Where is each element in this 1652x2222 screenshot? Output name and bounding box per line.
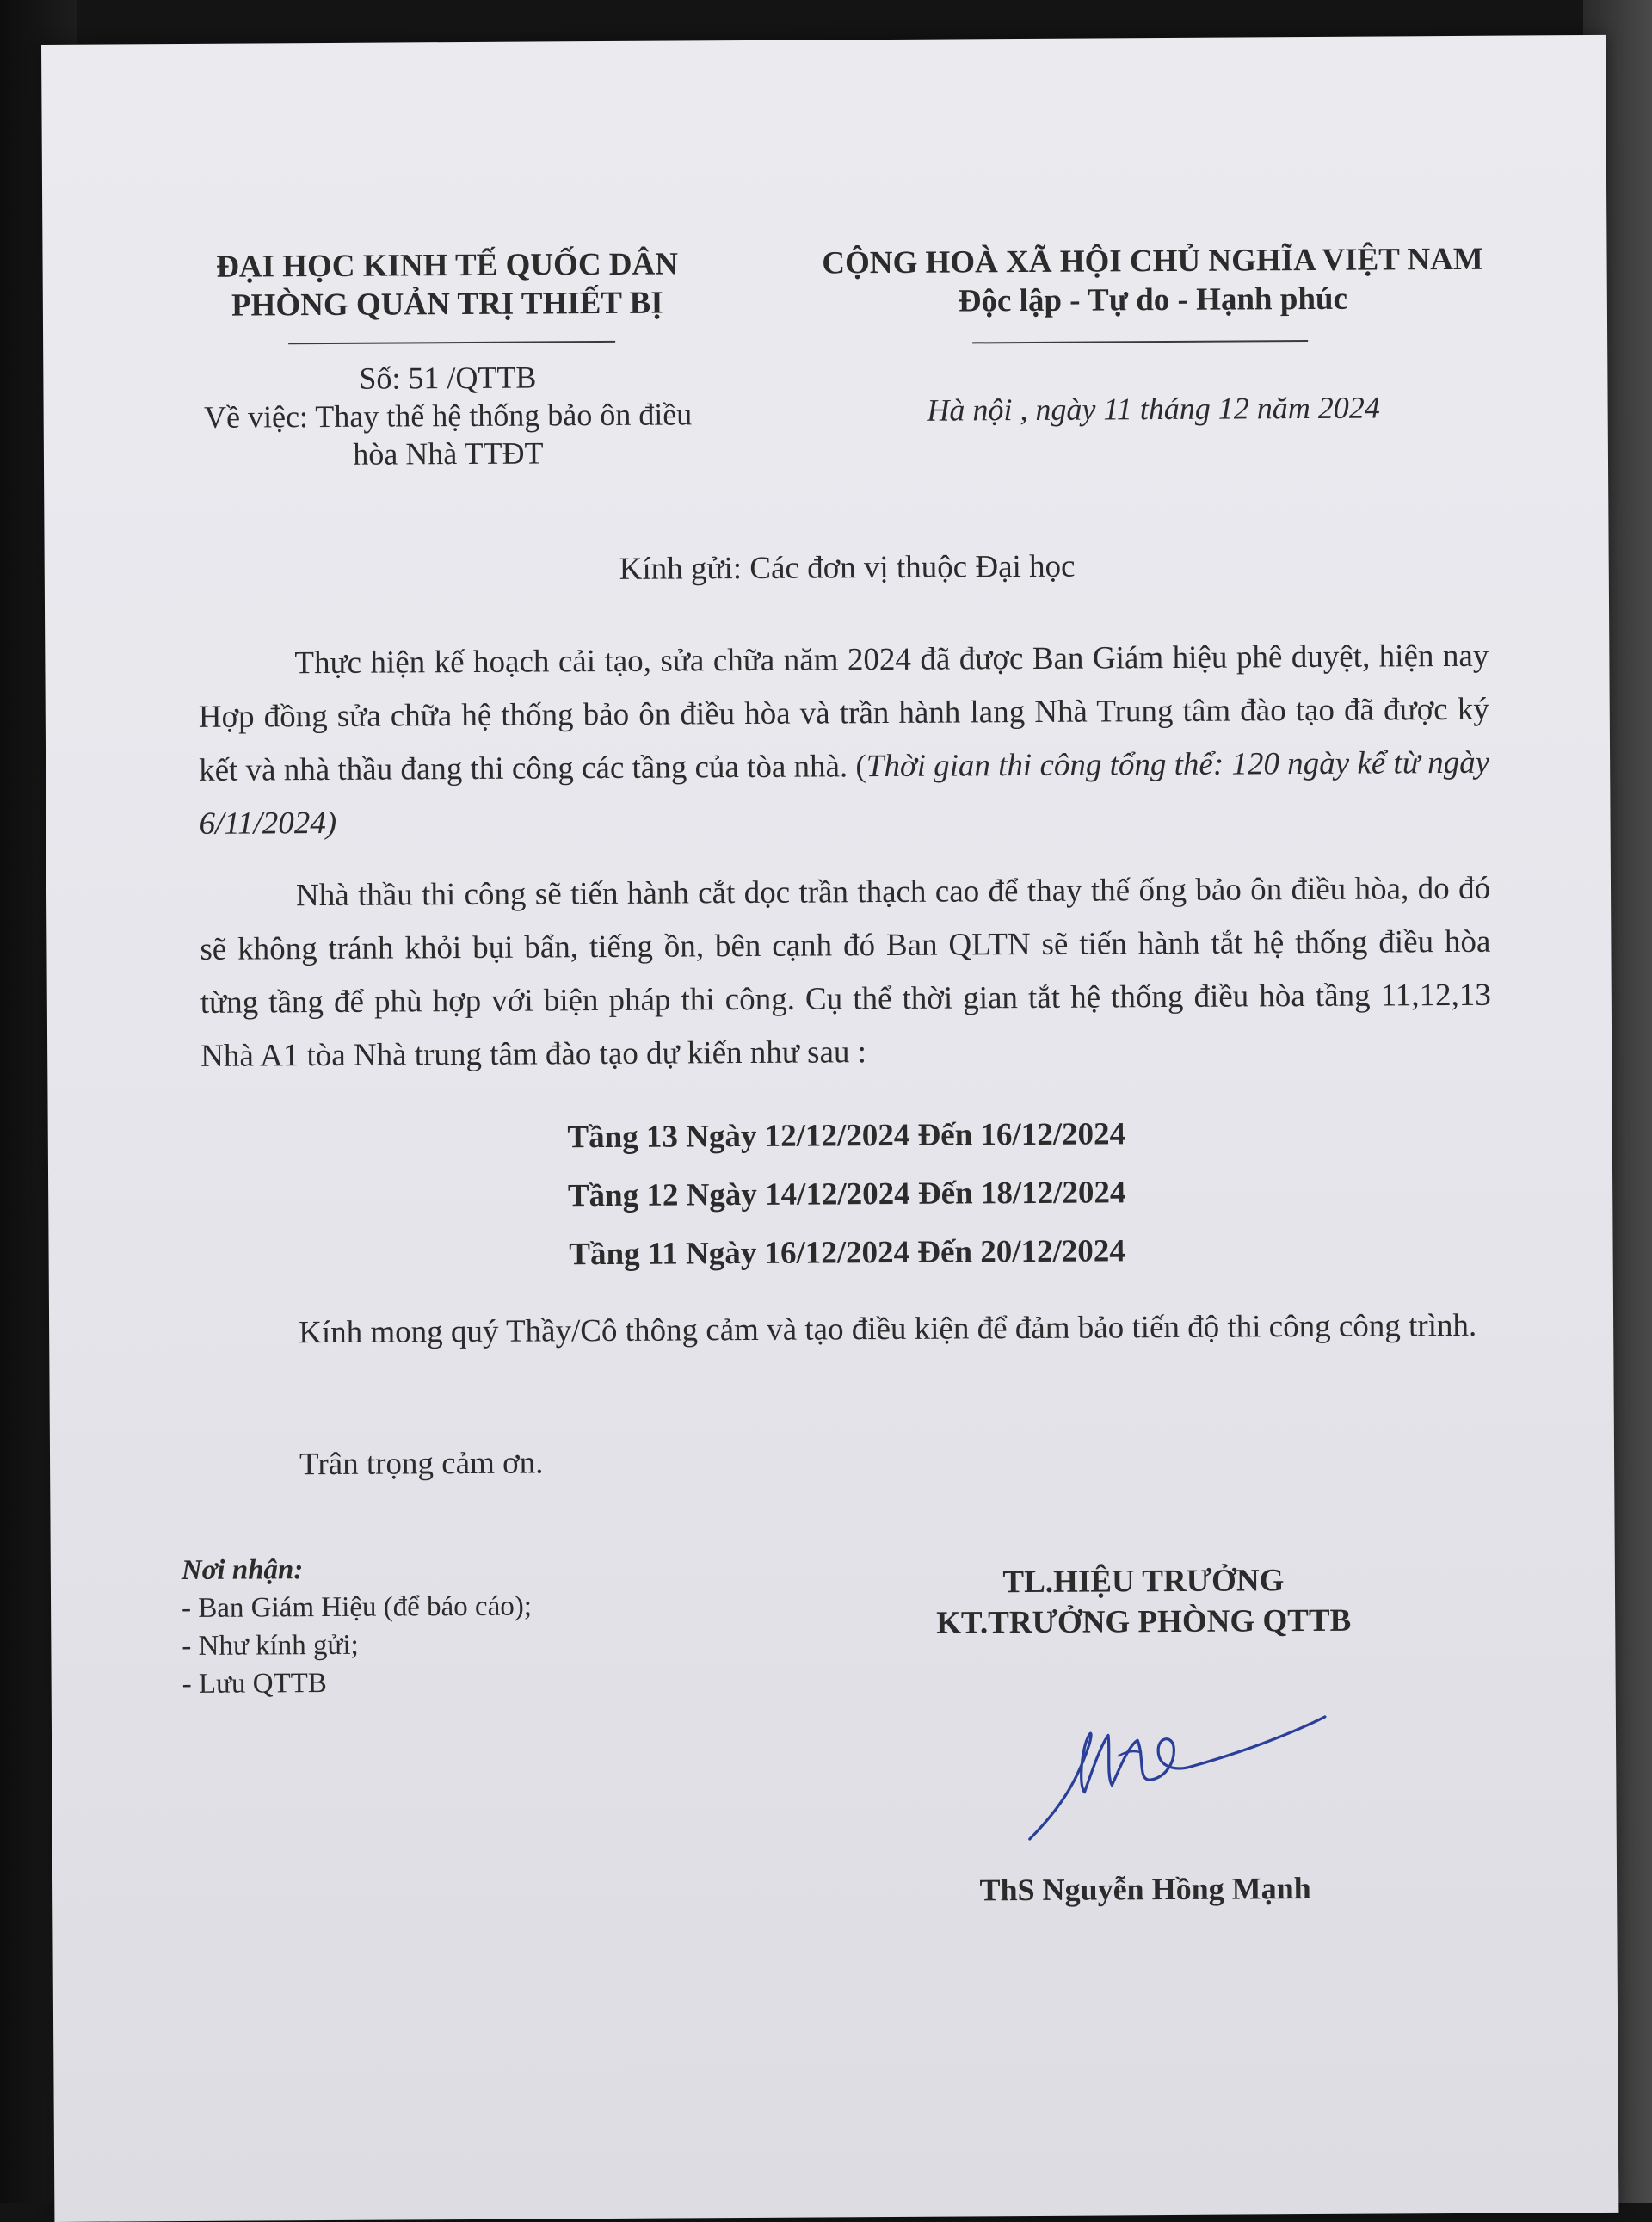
schedule-list bbox=[201, 1103, 1493, 1287]
org-name-line1: ĐẠI HỌC KINH TẾ QUỐC DÂN bbox=[216, 246, 679, 285]
paragraph1-text: Thực hiện kế hoạch cải tạo, sửa chữa năm 2024 đã được Ban Giám hiệu phê duyệt, hiện nay Hợp đồng sửa chữa hệ thống bảo ôn điều hòa và trần hành lang Nhà Trung tâm đào tạo đã được ký kết và nhà thầu đang thi công các tầng của tòa nhà. ( bbox=[198, 638, 1489, 788]
distribution-title: Nơi nhận: bbox=[181, 1554, 304, 1587]
national-motto: Độc lập - Tự do - Hạnh phúc bbox=[958, 281, 1348, 319]
signature-title-line2: KT.TRƯỞNG PHÒNG QTTB bbox=[936, 1602, 1352, 1641]
distribution-list bbox=[182, 1548, 785, 1703]
handwritten-signature bbox=[981, 1689, 1343, 1864]
document-page bbox=[41, 35, 1618, 2222]
body-paragraph-2 bbox=[200, 862, 1491, 1083]
body-paragraph-3 bbox=[202, 1299, 1493, 1361]
national-header bbox=[799, 241, 1506, 321]
subject-line1: Về việc: Thay thế hệ thống bảo ôn điều bbox=[203, 397, 693, 435]
distribution-item-1: - Ban Giám Hiệu (để báo cáo); bbox=[181, 1590, 533, 1625]
signature-title-line1: TL.HIỆU TRƯỞNG bbox=[1002, 1563, 1285, 1601]
recipient-line: Kính gửi: Các đơn vị thuộc Đại học bbox=[619, 548, 1076, 587]
issuing-org-header bbox=[171, 245, 723, 324]
org-name-line2: PHÒNG QUẢN TRỊ THIẾT BỊ bbox=[231, 285, 663, 324]
left-header-rule bbox=[288, 341, 615, 344]
closing-line: Trân trọng cảm ơn. bbox=[299, 1445, 544, 1483]
signature-block bbox=[877, 1561, 1411, 1642]
signer-name: ThS Nguyễn Hồng Mạnh bbox=[979, 1871, 1311, 1908]
doc-number-subject bbox=[172, 357, 724, 474]
schedule-floor-11: Tầng 11 Ngày 16/12/2024 Đến 20/12/2024 bbox=[569, 1233, 1125, 1273]
distribution-item-2: - Như kính gửi; bbox=[182, 1629, 359, 1663]
right-header-rule bbox=[972, 340, 1308, 343]
paragraph3-text: Kính mong quý Thầy/Cô thông cảm và tạo điều kiện để đảm bảo tiến độ thi công công trình. bbox=[299, 1307, 1477, 1351]
subject-line2: hòa Nhà TTĐT bbox=[353, 435, 544, 472]
schedule-floor-13: Tầng 13 Ngày 12/12/2024 Đến 16/12/2024 bbox=[567, 1116, 1126, 1156]
national-title: CỘNG HOÀ XÃ HỘI CHỦ NGHĨA VIỆT NAM bbox=[822, 241, 1483, 281]
distribution-item-3: - Lưu QTTB bbox=[182, 1668, 327, 1700]
place-date: Hà nội , ngày 11 tháng 12 năm 2024 bbox=[927, 390, 1380, 428]
doc-number: Số: 51 /QTTB bbox=[359, 360, 537, 396]
paragraph2-text: Nhà thầu thi công sẽ tiến hành cắt dọc trần thạch cao để thay thế ống bảo ôn điều hòa, do đó sẽ không tránh khỏi bụi bẩn, tiếng ồn, bên cạnh đó Ban QLTN sẽ tiến hành tắt hệ thống điều hòa từng tầng để phù hợp với biện pháp thi công. Cụ thể thời gian tắt hệ thống điều hòa tầng 11,12,13 Nhà A1 tòa Nhà trung tâm đào tạo dự kiến như sau : bbox=[200, 870, 1491, 1074]
body-paragraph-1 bbox=[198, 630, 1489, 851]
schedule-floor-12: Tầng 12 Ngày 14/12/2024 Đến 18/12/2024 bbox=[567, 1175, 1126, 1214]
paragraph1-italic-note: Thời gian thi công tổng thể: 120 ngày kể từ ngày 6/11/2024) bbox=[199, 744, 1490, 842]
